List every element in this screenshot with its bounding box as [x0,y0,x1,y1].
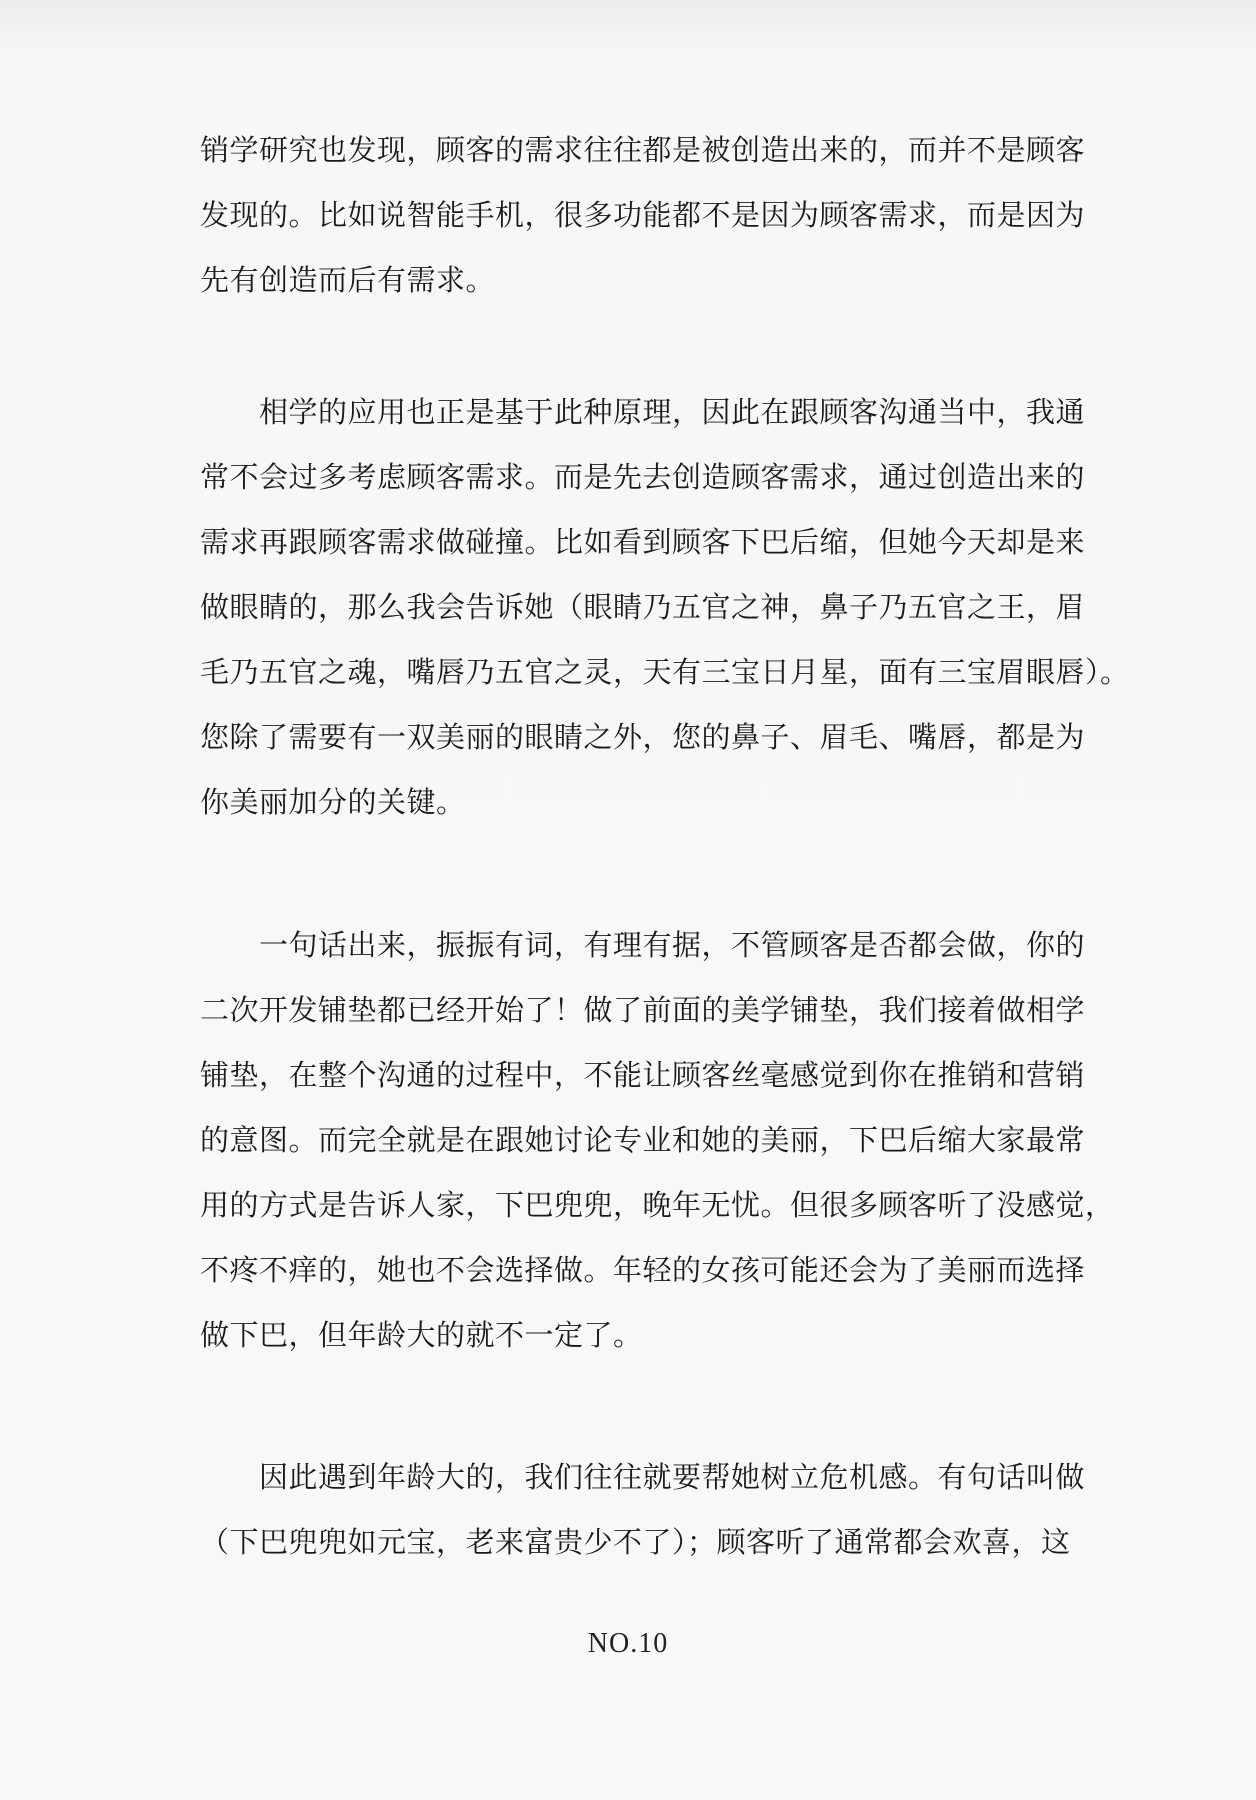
paragraph-2 [200,380,1130,835]
text-line: 常不会过多考虑顾客需求。而是先去创造顾客需求，通过创造出来的 [200,460,1086,494]
text-line: （下巴兜兜如元宝，老来富贵少不了）；顾客听了通常都会欢喜，这 [200,1525,1071,1559]
text-line: 铺垫，在整个沟通的过程中，不能让顾客丝毫感觉到你在推销和营销 [200,1058,1086,1092]
page-number: NO.10 [587,1628,669,1659]
text-line: 先有创造而后有需求。 [200,263,496,297]
text-line: 的意图。而完全就是在跟她讨论专业和她的美丽，下巴后缩大家最常 [200,1123,1086,1157]
text-line: 您除了需要有一双美丽的眼睛之外，您的鼻子、眉毛、嘴唇，都是为 [200,720,1086,754]
text-line: 发现的。比如说智能手机，很多功能都不是因为顾客需求，而是因为 [200,198,1086,232]
text-line: 销学研究也发现，顾客的需求往往都是被创造出来的，而并不是顾客 [200,133,1086,167]
paragraph-3 [200,913,1115,1368]
text-line: 做眼睛的，那么我会告诉她（眼睛乃五官之神，鼻子乃五官之王，眉 [200,590,1086,624]
paragraph-4 [200,1445,1100,1575]
text-line: 一句话出来，振振有词，有理有据，不管顾客是否都会做，你的 [200,928,1086,962]
text-line: 不疼不痒的，她也不会选择做。年轻的女孩可能还会为了美丽而选择 [200,1253,1086,1287]
text-line: 因此遇到年龄大的，我们往往就要帮她树立危机感。有句话叫做 [200,1460,1086,1494]
text-line: 用的方式是告诉人家，下巴兜兜，晚年无忧。但很多顾客听了没感觉， [200,1188,1115,1222]
text-line: 二次开发铺垫都已经开始了！做了前面的美学铺垫，我们接着做相学 [200,993,1086,1027]
text-line: 做下巴，但年龄大的就不一定了。 [200,1318,643,1352]
paragraph-1 [200,118,1100,313]
text-line: 毛乃五官之魂，嘴唇乃五官之灵，天有三宝日月星，面有三宝眉眼唇）。 [200,655,1130,689]
text-line: 你美丽加分的关键。 [200,785,466,819]
text-line: 相学的应用也正是基于此种原理，因此在跟顾客沟通当中，我通 [200,395,1086,429]
text-line: 需求再跟顾客需求做碰撞。比如看到顾客下巴后缩，但她今天却是来 [200,525,1086,559]
